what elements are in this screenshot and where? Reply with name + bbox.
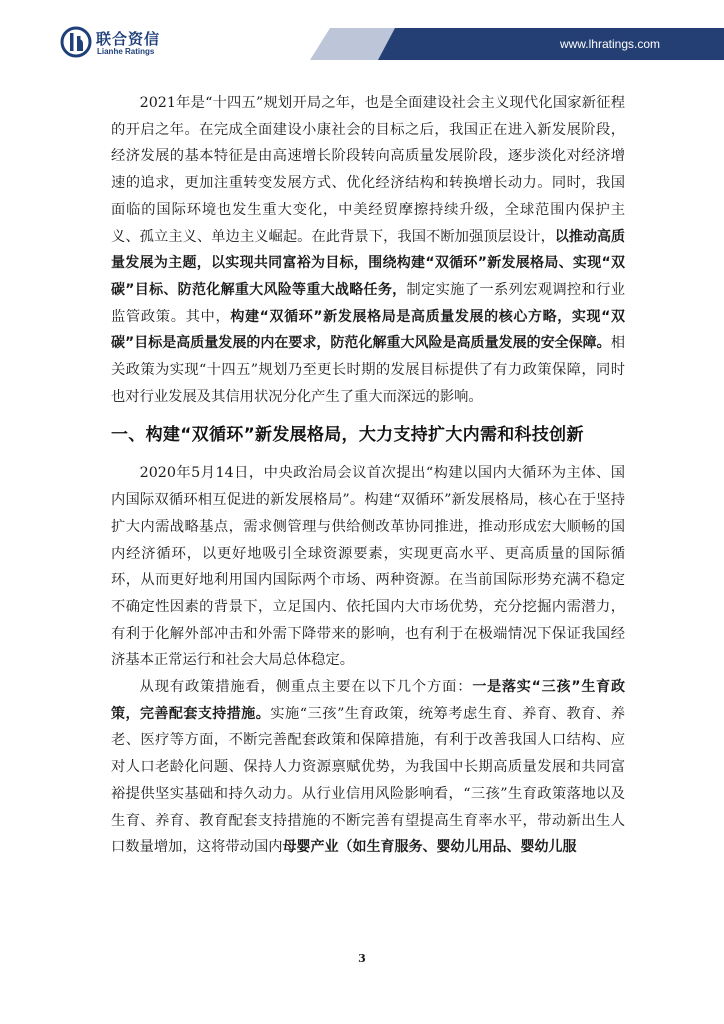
- document-body: [111, 90, 625, 861]
- intro-text-2: 制定实施了一系列宏观调控和行业监管政策。其中，: [111, 281, 625, 325]
- intro-text-1: 2021年是“十四五”规划开局之年，也是全面建设社会主义现代化国家新征程的开启之年。在完成全面建设小康社会的目标之后，我国正在进入新发展阶段，经济发展的基本特征是由高速增长阶段转向高质量发展阶段，逐步淡化对经济增速的追求，更加注重转变发展方式、优化经济结构和转换增长动力。同时，我国面临的国际环境也发生重大变化，中美经贸摩擦持续升级，全球范围内保护主义、孤立主义、单边主义崛起。在此背景下，我国不断加强顶层设计，: [111, 95, 625, 245]
- intro-text-3: 相关政策为实现“十四五”规划乃至更长时期的发展目标提供了有力政策保障，同时也对行业发展及其信用状况分化产生了重大而深远的影响。: [111, 335, 625, 405]
- page-header: [0, 0, 724, 70]
- logo-chinese-text: 联合资信: [96, 30, 161, 48]
- lianhe-logo-icon: [60, 26, 92, 58]
- logo-english-text: Lianhe Ratings: [97, 47, 155, 56]
- website-url[interactable]: www.lhratings.com: [559, 37, 660, 51]
- section-paragraph-1: 2020年5月14日，中央政治局会议首次提出“构建以国内大循环为主体、国内国际双循环相互促进的新发展格局”。构建“双循环”新发展格局，核心在于坚持扩大内需战略基点，需求侧管理与供给侧改革协同推进，推动形成宏大顺畅的国内经济循环，以更好地吸引全球资源要素，实现更高水平、更高质量的国际循环，从而更好地利用国内国际两个市场、两种资源。在当前国际形势充满不稳定不确定性因素的背景下，立足国内、依托国内大市场优势，充分挖掘内需潜力，有利于化解外部冲击和外需下降带来的影响，也有利于在极端情况下保证我国经济基本正常运行和社会大局总体稳定。: [111, 465, 625, 669]
- section-title: 一、构建“双循环”新发展格局，大力支持扩大内需和科技创新: [111, 425, 584, 446]
- intro-paragraph: [111, 90, 625, 410]
- intro-bold-2: 构建“双循环”新发展格局是高质量发展的核心方略，实现“双碳”目标是高质量发展的内在要求，防范化解重大风险是高质量发展的安全保障。: [111, 308, 625, 352]
- section-text-1: 从现有政策措施看，侧重点主要在以下几个方面：: [139, 679, 473, 696]
- intro-bold-1: 以推动高质量发展为主题，以实现共同富裕为目标，围绕构建“双循环”新发展格局、实现“双碳”目标、防范化解重大风险等重大战略任务，: [111, 228, 625, 298]
- section-text-2: 实施“三孩”生育政策，统筹考虑生育、养育、教育、养老、医疗等方面，不断完善配套政策和保障措施，有利于改善我国人口结构、应对人口老龄化问题、保持人力资源禀赋优势，为我国中长期高质量发展和共同富裕提供坚实基础和持久动力。从行业信用风险影响看，“三孩”生育政策落地以及生育、养育、教育配套支持措施的不断完善有望提高生育率水平，带动新出生人口数量增加，这将带动国内: [111, 705, 625, 856]
- company-logo: [60, 26, 190, 62]
- page-number: 3: [358, 952, 366, 965]
- section-bold-1: 一是落实“三孩”生育政策，完善配套支持措施。: [111, 679, 626, 722]
- section-bold-2: 母婴产业（如生育服务、婴幼儿用品、婴幼儿服: [282, 839, 577, 856]
- section-paragraph-2: [111, 674, 625, 861]
